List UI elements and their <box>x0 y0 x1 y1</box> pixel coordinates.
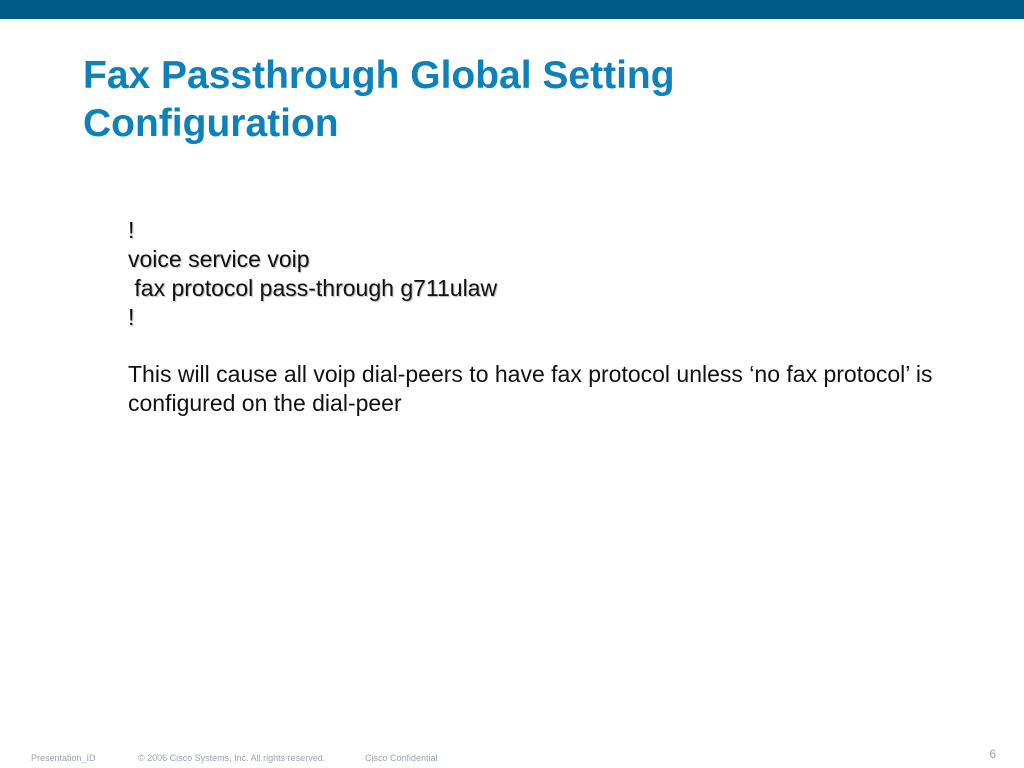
slide-title-line-2: Configuration <box>83 102 339 145</box>
config-line: fax protocol pass-through g711ulaw <box>128 275 498 301</box>
body-spacer <box>128 332 968 360</box>
config-line: voice service voip <box>128 246 310 272</box>
footer-presentation-id: Presentation_ID <box>31 753 96 763</box>
slide-body <box>128 216 968 418</box>
footer-copyright: © 2006 Cisco Systems, Inc. All rights reserved. <box>138 753 326 763</box>
page-number: 6 <box>989 747 996 761</box>
slide-title-line-1: Fax Passthrough Global Setting <box>83 54 675 97</box>
explanation-paragraph: This will cause all voip dial-peers to have fax protocol unless ‘no fax protocol’ is configured on the dial-peer <box>128 361 933 416</box>
config-line: ! <box>128 304 135 330</box>
top-banner-bar <box>0 0 1024 19</box>
config-line: ! <box>128 217 135 243</box>
config-code-block <box>128 216 968 332</box>
slide-title <box>83 52 963 148</box>
footer-confidential: Cisco Confidential <box>365 753 438 763</box>
